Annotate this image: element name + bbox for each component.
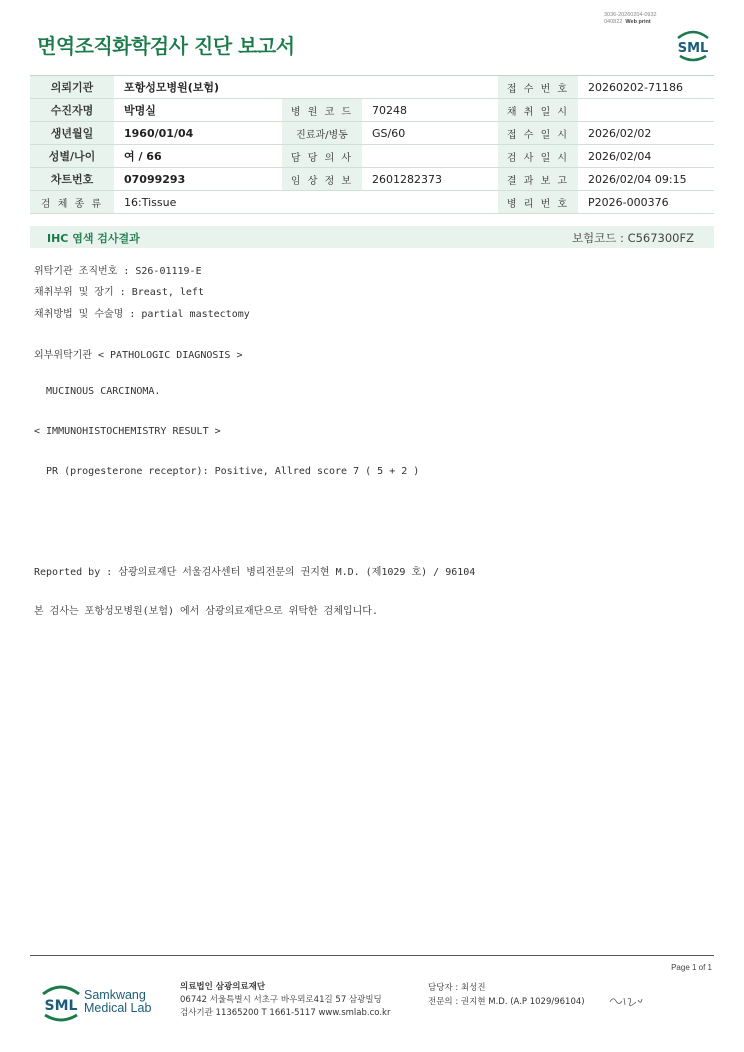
label-hospital-code: 병 원 코 드 bbox=[282, 99, 362, 122]
value-patient-name: 박명실 bbox=[114, 99, 282, 122]
org-name: 의료법인 삼광의료재단 bbox=[180, 982, 266, 992]
section-header bbox=[30, 226, 714, 248]
org-contact: 검사기관 11365200 T 1661-5117 www.smlab.co.kr bbox=[180, 1008, 391, 1018]
report-line: 본 검사는 포항성모병원(보험) 에서 삼광의료재단으로 위탁한 검체입니다. bbox=[34, 606, 378, 617]
sml-logo-icon bbox=[672, 26, 714, 64]
report-line: MUCINOUS CARCINOMA. bbox=[34, 386, 161, 397]
value-specimen-type: 16:Tissue bbox=[114, 191, 498, 214]
report-line: 위탁기관 조직번호 : S26-01119-E bbox=[34, 266, 202, 277]
insurance-code: 보험코드 : C567300FZ bbox=[571, 231, 694, 245]
logo-text: SML bbox=[677, 41, 709, 56]
patient-info-table bbox=[30, 75, 714, 214]
report-line: < IMMUNOHISTOCHEMISTRY RESULT > bbox=[34, 426, 221, 437]
value-clinical-info: 2601282373 bbox=[362, 168, 498, 191]
value-test-date: 2026/02/04 bbox=[578, 145, 714, 168]
label-receipt-date: 접 수 일 시 bbox=[498, 122, 578, 145]
report-line: Reported by : 삼광의료재단 서울검사센터 병리전문의 권지현 M.D. (제1029 호) / 96104 bbox=[34, 567, 476, 578]
document-code bbox=[604, 12, 684, 25]
staff-specialist: 전문의 : 권지현 M.D. (A.P 1029/96104) bbox=[428, 997, 585, 1007]
value-hospital-code: 70248 bbox=[362, 99, 498, 122]
signature-icon bbox=[608, 993, 644, 1009]
label-accession-number: 접 수 번 호 bbox=[498, 76, 578, 99]
label-sex-age: 성별/나이 bbox=[30, 145, 114, 168]
label-result-report: 결 과 보 고 bbox=[498, 168, 578, 191]
label-chart-number: 차트번호 bbox=[30, 168, 114, 191]
value-sex-age: 여 / 66 bbox=[114, 145, 282, 168]
staff-in-charge: 담당자 : 최성진 bbox=[428, 983, 486, 993]
org-address: 06742 서울특별시 서초구 바우뫼로41길 57 삼광빌딩 bbox=[180, 995, 382, 1005]
value-requesting-institution: 포항성모병원(보험) bbox=[114, 76, 498, 99]
footer-organization bbox=[180, 981, 390, 1020]
value-chart-number: 07099293 bbox=[114, 168, 282, 191]
report-line: 채취방법 및 수술명 : partial mastectomy bbox=[34, 309, 250, 320]
report-line: 외부위탁기관 < PATHOLOGIC DIAGNOSIS > bbox=[34, 350, 243, 361]
value-attending-physician bbox=[362, 145, 498, 168]
label-attending-physician: 담 당 의 사 bbox=[282, 145, 362, 168]
info-row bbox=[30, 191, 714, 214]
info-row bbox=[30, 76, 714, 99]
value-birth-date: 1960/01/04 bbox=[114, 122, 282, 145]
value-pathology-number: P2026-000376 bbox=[578, 191, 714, 214]
label-birth-date: 생년월일 bbox=[30, 122, 114, 145]
footer-divider bbox=[30, 955, 714, 956]
brand-line1: Samkwang bbox=[84, 988, 146, 1002]
footer-staff bbox=[428, 981, 585, 1009]
footer-brand bbox=[84, 989, 151, 1015]
footer-logo-text: SML bbox=[44, 998, 78, 1014]
value-receipt-date: 2026/02/02 bbox=[578, 122, 714, 145]
value-department-ward: GS/60 bbox=[362, 122, 498, 145]
label-clinical-info: 임 상 정 보 bbox=[282, 168, 362, 191]
document-code-line1: 3036-20260204-0932 bbox=[604, 12, 657, 18]
value-collection-date bbox=[578, 99, 714, 122]
label-department-ward: 진료과/병동 bbox=[282, 122, 362, 145]
label-specimen-type: 검 체 종 류 bbox=[30, 191, 114, 214]
info-row bbox=[30, 99, 714, 122]
info-row bbox=[30, 168, 714, 191]
label-requesting-institution: 의뢰기관 bbox=[30, 76, 114, 99]
report-title: 면역조직화학검사 진단 보고서 bbox=[37, 34, 295, 58]
info-row bbox=[30, 122, 714, 145]
sml-footer-logo-icon bbox=[38, 978, 84, 1028]
label-patient-name: 수진자명 bbox=[30, 99, 114, 122]
value-accession-number: 20260202-71186 bbox=[578, 76, 714, 99]
label-collection-date: 채 취 일 시 bbox=[498, 99, 578, 122]
label-test-date: 검 사 일 시 bbox=[498, 145, 578, 168]
report-line: 채취부위 및 장기 : Breast, left bbox=[34, 287, 204, 298]
value-result-report: 2026/02/04 09:15 bbox=[578, 168, 714, 191]
brand-line2: Medical Lab bbox=[84, 1001, 152, 1015]
section-title: IHC 염색 검사결과 bbox=[47, 232, 140, 245]
report-line: PR (progesterone receptor): Positive, Allred score 7 ( 5 + 2 ) bbox=[34, 466, 420, 477]
document-code-line2: 040822 Web print bbox=[604, 18, 651, 25]
page-number: Page 1 of 1 bbox=[671, 963, 712, 972]
info-row bbox=[30, 145, 714, 168]
label-pathology-number: 병 리 번 호 bbox=[498, 191, 578, 214]
